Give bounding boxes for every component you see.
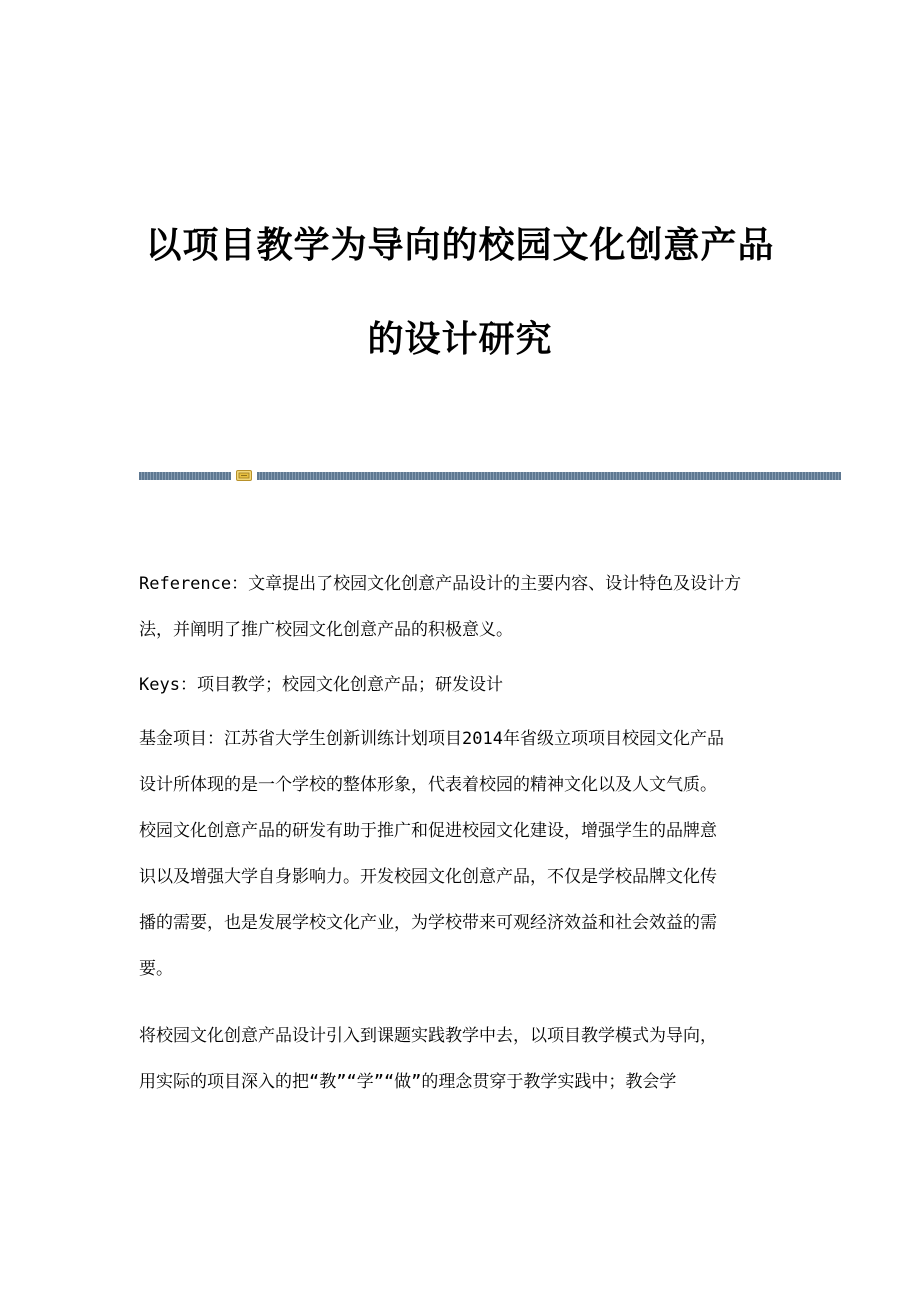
body-paragraph-1 <box>139 716 789 992</box>
paragraph-line: Keys：项目教学；校园文化创意产品；研发设计 <box>139 675 503 695</box>
paragraph-line: Reference：文章提出了校园文化创意产品设计的主要内容、设计特色及设计方 <box>139 574 742 594</box>
keywords-paragraph <box>139 662 789 708</box>
abstract-paragraph <box>139 561 789 653</box>
divider-bar-left <box>139 472 231 480</box>
paragraph-line: 要。 <box>139 959 173 979</box>
ornament-icon <box>236 470 252 481</box>
paragraph-line: 识以及增强大学自身影响力。开发校园文化创意产品，不仅是学校品牌文化传 <box>139 867 717 887</box>
document-title-line-2: 的设计研究 <box>367 318 553 360</box>
paragraph-line: 设计所体现的是一个学校的整体形象，代表着校园的精神文化以及人文气质。 <box>139 775 717 795</box>
title-divider <box>139 470 841 482</box>
paragraph-line: 校园文化创意产品的研发有助于推广和促进校园文化建设，增强学生的品牌意 <box>139 821 717 841</box>
body-paragraph-2 <box>139 1013 789 1105</box>
paragraph-line: 用实际的项目深入的把“教”“学”“做”的理念贯穿于教学实践中；教会学 <box>139 1072 677 1092</box>
paragraph-line: 基金项目：江苏省大学生创新训练计划项目2014年省级立项项目校园文化产品 <box>139 729 724 749</box>
divider-bar-right <box>257 472 841 480</box>
paragraph-line: 将校园文化创意产品设计引入到课题实践教学中去，以项目教学模式为导向， <box>139 1026 717 1046</box>
paragraph-line: 法，并阐明了推广校园文化创意产品的积极意义。 <box>139 620 513 640</box>
paragraph-line: 播的需要，也是发展学校文化产业，为学校带来可观经济效益和社会效益的需 <box>139 913 717 933</box>
document-title-line-1: 以项目教学为导向的校园文化创意产品 <box>145 224 775 266</box>
